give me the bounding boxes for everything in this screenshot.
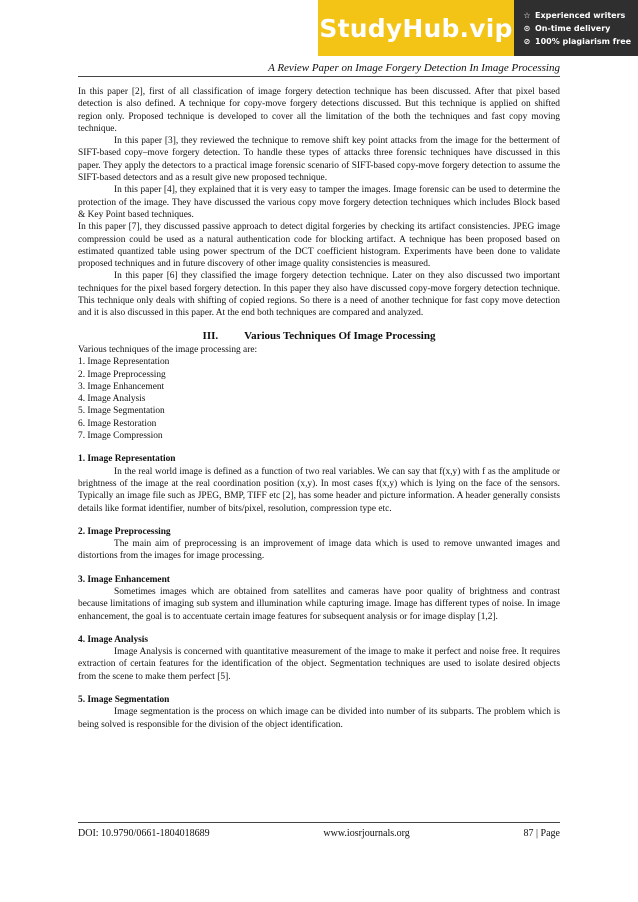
page-number: 87 | Page [523, 828, 560, 839]
feature-plagiarism-free [522, 35, 631, 48]
section-number: III. [202, 329, 219, 342]
paragraph: In this paper [6] they classified the image forgery detection technique. Later on they also discussed two important techniques for the pixel based forgery detection. In this paper they also have discussed copy-move forgery detection technique. This technique only deals with shifting of copied regions. So there is a need of another technique for fast copy move detection and it is also discussed in this paper. At the end both techniques are compared and analyzed. [78, 271, 560, 319]
feature-label: On-time delivery [535, 23, 611, 33]
paragraph: Image segmentation is the process on which image can be divided into number of its subparts. The problem which is being solved is responsible for the division of the object identification. [78, 707, 560, 730]
paragraph: In the real world image is defined as a function of two real variables. We can say that f(x,y) with f as the amplitude or brightness of the image at the real coordination position (x,y). In most cases f(x,y) which is lying on the face of the sensors. Typically an image file such as JPEG, BMP, TIFF etc [2], has some header and picture information. A header generally consists details like format identifier, number of bits/pixel, resolution, compression type etc. [78, 466, 560, 514]
section-lead: Various techniques of the image processing are: [78, 344, 258, 355]
list-item: 6. Image Restoration [78, 418, 157, 429]
ad-banner[interactable] [318, 0, 638, 56]
feature-label: Experienced writers [535, 10, 626, 20]
subsection-heading: 2. Image Preprocessing [78, 526, 171, 537]
list-item: 3. Image Enhancement [78, 381, 165, 392]
list-item: 2. Image Preprocessing [78, 369, 166, 380]
subsection-heading: 5. Image Segmentation [78, 695, 170, 706]
paragraph: In this paper [3], they reviewed the technique to remove shift key point attacks from the image for the betterment of SIFT-based copy–move forgery detection. To handle these types of attacks three forensic techniques have discussed in this paper. They apply the detectors to a practical image forensic scenario of SIFT-based copy-move forgery detection to assume the SIFT-based detectors and as a result give new proposed technique. [78, 136, 560, 184]
paragraph: In this paper [2], first of all classification of image forgery detection technique has been discussed. After that pixel based detection is also defined. A technique for copy-move forgery detections discussed. But this technique is applied on shifted region only. Proposed technique is developed to cover all the limitation of the both the techniques and fast copy moving technique. [78, 87, 560, 134]
paragraph: Sometimes images which are obtained from satellites and cameras have poor quality of brightness and contrast because limitations of imaging sub system and illumination while capturing image. Image has different types of noise. In image enhancement, the goal is to accentuate certain image features for subsequent analysis or for image display [1,2]. [78, 586, 560, 622]
journal-site[interactable]: www.iosrjournals.org [323, 828, 410, 839]
paragraph: In this paper [4], they explained that it is very easy to tamper the images. Image forensic can be used to determine the protection of the image. They have discussed the various copy move forgery detection techniques which includes Block based & Key Point based techniques. [78, 185, 560, 220]
section-heading [78, 330, 560, 342]
running-head: A Review Paper on Image Forgery Detection In Image Processing [78, 62, 560, 77]
paragraph: In this paper [7], they discussed passive approach to detect digital forgeries by checking its artifact consistencies. JPEG image compression could be used as a natural authentication code for blocking artifact. A technique has been proposed based on estimated quantized table using power spectrum of the DCT coefficient histogram. Experiments have been done to validate proposed techniques and in future discovery of other image quality consistencies is measured. [78, 222, 560, 270]
subsection-heading: 4. Image Analysis [78, 634, 149, 645]
list-item: 1. Image Representation [78, 357, 170, 368]
section-title: Various Techniques Of Image Processing [244, 329, 436, 342]
clock-icon: ⊙ [523, 23, 531, 33]
list-item: 5. Image Segmentation [78, 406, 165, 417]
doi: DOI: 10.9790/0661-1804018689 [78, 828, 210, 839]
list-item: 7. Image Compression [78, 431, 163, 442]
technique-list [78, 356, 560, 442]
feature-on-time-delivery [522, 22, 631, 35]
banner-features [514, 9, 631, 48]
page-footer [78, 822, 560, 839]
list-item: 4. Image Analysis [78, 394, 146, 405]
page-body [78, 86, 560, 731]
feature-label: 100% plagiarism free [535, 36, 632, 46]
paragraph: The main aim of preprocessing is an improvement of image data which is used to remove unwanted images and distortions from the images for image processing. [78, 539, 560, 562]
star-icon: ☆ [523, 10, 531, 20]
paragraph: Image Analysis is concerned with quantitative measurement of the image to make it perfect and noise free. It requires extraction of certain features for the identification of the object. Segmentation techniques are used to isolate desired objects from the scene to make them perfect [5]. [78, 647, 560, 682]
shield-icon: ⊘ [523, 36, 531, 46]
subsection-heading: 1. Image Representation [78, 454, 176, 465]
feature-experienced-writers [522, 9, 631, 22]
studyhub-logo[interactable]: StudyHub.vip [318, 0, 514, 56]
subsection-heading: 3. Image Enhancement [78, 574, 170, 585]
